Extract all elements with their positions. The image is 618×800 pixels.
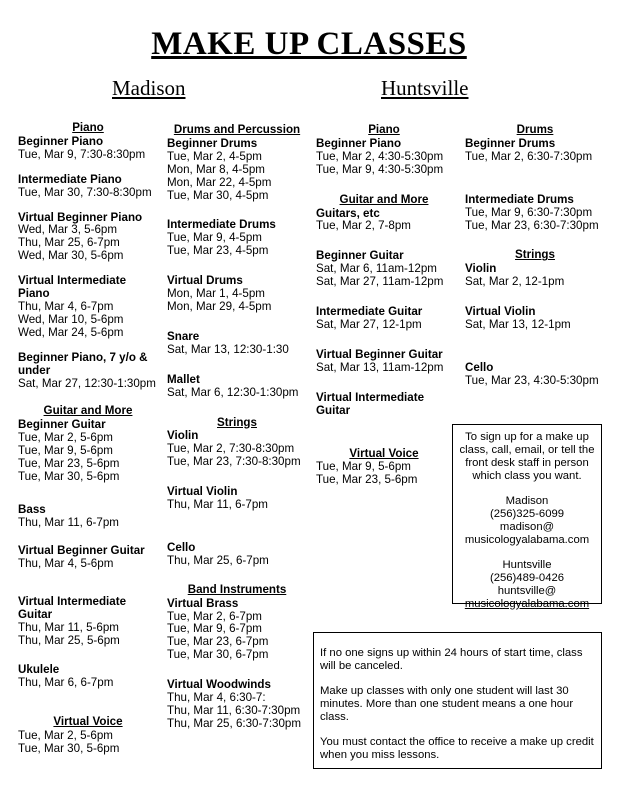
class-name: under [18, 363, 51, 377]
section-heading-band-instruments: Band Instruments [187, 582, 287, 596]
class-time: Thu, Mar 11, 6:30-7:30pm [167, 704, 301, 717]
class-time: Tue, Mar 9, 4-5pm [167, 231, 262, 245]
class-time: Mon, Mar 8, 4-5pm [167, 162, 265, 176]
class-time: Thu, Mar 11, 6-7pm [167, 498, 268, 512]
class-time: Tue, Mar 30, 4-5pm [167, 188, 269, 202]
class-virtual-intermediate-guitar [18, 596, 158, 648]
class-name: Virtual Violin [465, 305, 536, 319]
madison-heading: Madison [112, 76, 186, 100]
class-time: Mon, Mar 1, 4-5pm [167, 287, 265, 301]
class-time: Tue, Mar 23, 4-5pm [167, 244, 269, 258]
class-time: Tue, Mar 30, 6-7pm [167, 648, 269, 662]
class-virtual-drums [167, 275, 307, 314]
class-time: Mon, Mar 22, 4-5pm [167, 175, 272, 189]
class-time: Wed, Mar 10, 5-6pm [18, 312, 124, 326]
class-time: Tue, Mar 23, 5-6pm [18, 457, 120, 471]
class-time: Thu, Mar 11, 6-7pm [18, 515, 119, 529]
class-name: Beginner Piano [316, 136, 402, 150]
class-name: Cello [167, 540, 196, 554]
class-name: Intermediate Drums [465, 192, 574, 206]
class-name: Guitar [316, 403, 351, 417]
class-time: Tue, Mar 9, 7:30-8:30pm [18, 147, 146, 161]
class-time: Tue, Mar 2, 4:30-5:30pm [316, 149, 444, 163]
class-virtual-intermediate-piano [18, 275, 158, 340]
class-time: Tue, Mar 9, 5-6pm [316, 460, 411, 474]
class-time: Mon, Mar 29, 4-5pm [167, 299, 272, 313]
notice-duration-policy: Make up classes with only one student will last 30 minutes. More than one student means a one hour class. [320, 685, 574, 723]
class-name: Beginner Drums [465, 136, 556, 150]
class-name: Beginner Guitar [316, 249, 404, 263]
class-time: Tue, Mar 23, 6-7pm [167, 635, 269, 649]
class-name: Intermediate Guitar [316, 305, 423, 319]
class-virtual-beginner-guitar [18, 545, 158, 571]
class-violin [167, 430, 307, 469]
section-heading-drums: Drums [516, 123, 554, 136]
class-time: Tue, Mar 9, 6-7pm [167, 622, 262, 636]
class-time: Sat, Mar 2, 12-1pm [465, 275, 565, 289]
class-name: Virtual Beginner Guitar [18, 543, 145, 557]
class-cello [167, 542, 307, 568]
madison-column-1 [18, 122, 158, 756]
class-virtual-beginner-piano [18, 212, 158, 264]
contact-huntsville-email[interactable]: huntsville@ [497, 585, 557, 597]
class-time: Thu, Mar 6, 6-7pm [18, 676, 114, 689]
class-time: Tue, Mar 2, 6-7pm [167, 609, 262, 623]
class-name: Beginner Piano [18, 134, 104, 148]
class-name: Violin [465, 262, 497, 276]
class-beginner-guitar [316, 250, 452, 289]
contact-huntsville-email-link[interactable]: musicologyalabama.com [464, 598, 590, 610]
section-heading-piano: Piano [368, 123, 400, 136]
class-beginner-drums [167, 138, 307, 203]
class-time: Tue, Mar 2, 4-5pm [167, 149, 262, 163]
section-heading-virtual-voice: Virtual Voice [53, 714, 123, 728]
class-time: Sat, Mar 27, 12-1pm [316, 317, 422, 331]
class-time: Sat, Mar 13, 12-1pm [465, 318, 571, 332]
class-time: Tue, Mar 9, 6:30-7:30pm [465, 205, 593, 219]
class-time: Tue, Mar 9, 5-6pm [18, 444, 113, 458]
class-time: Thu, Mar 25, 5-6pm [18, 634, 120, 648]
class-time: Wed, Mar 3, 5-6pm [18, 223, 118, 237]
class-name: Virtual Drums [167, 274, 243, 288]
class-time: Tue, Mar 30, 5-6pm [18, 741, 120, 755]
contact-madison-phone: (256)325-6099 [489, 508, 565, 520]
class-beginner-piano [18, 136, 158, 162]
class-name: Virtual Woodwinds [167, 678, 271, 692]
section-heading-piano: Piano [72, 121, 104, 134]
class-time: Thu, Mar 25, 6-7pm [167, 553, 269, 567]
class-name: Virtual Violin [167, 485, 238, 499]
class-name: Intermediate Piano [18, 172, 122, 186]
class-time: Sat, Mar 13, 11am-12pm [316, 360, 444, 374]
class-name: Bass [18, 502, 46, 516]
huntsville-column-1 [316, 124, 452, 487]
class-beginner-drums [465, 138, 605, 164]
class-time: Thu, Mar 25, 6:30-7:30pm [167, 716, 302, 730]
huntsville-column-2 [465, 124, 605, 400]
class-name: Guitar [18, 608, 53, 622]
class-name: Virtual Beginner Guitar [316, 347, 443, 361]
section-heading-drums-percussion: Drums and Percussion [173, 123, 301, 136]
signup-contact-box [452, 424, 602, 610]
class-time: Tue, Mar 23, 7:30-8:30pm [167, 455, 301, 469]
class-time: Sat, Mar 6, 11am-12pm [316, 262, 437, 276]
class-time: Tue, Mar 2, 7-8pm [316, 219, 411, 233]
contact-madison-email-domain[interactable]: musicologyalabama.com [464, 534, 590, 546]
contact-madison-email[interactable]: madison@ [499, 521, 555, 533]
class-time: Sat, Mar 13, 12:30-1:30 [167, 342, 289, 356]
class-name: Piano [18, 287, 50, 301]
huntsville-heading: Huntsville [381, 76, 469, 100]
contact-huntsville-phone: (256)489-0426 [489, 572, 565, 584]
section-heading-strings: Strings [217, 415, 257, 429]
class-virtual-violin [167, 486, 307, 512]
class-time: Thu, Mar 11, 5-6pm [18, 621, 119, 635]
class-name: Virtual Intermediate [18, 595, 127, 609]
class-intermediate-piano [18, 174, 158, 200]
class-time: Tue, Mar 23, 4:30-5:30pm [465, 373, 599, 387]
notice-cancel-policy: If no one signs up within 24 hours of start time, class will be canceled. [320, 647, 583, 672]
signup-text: To sign up for a make up [465, 431, 589, 443]
class-virtual-intermediate-guitar [316, 392, 452, 418]
class-time: Thu, Mar 25, 6-7pm [18, 236, 120, 250]
class-time: Tue, Mar 2, 5-6pm [18, 431, 113, 445]
class-virtual-brass [167, 598, 307, 663]
signup-text: front desk staff in person [465, 457, 589, 469]
section-heading-guitar: Guitar and More [339, 192, 429, 206]
class-time: Thu, Mar 4, 6-7pm [18, 299, 114, 313]
notice-credit-policy: You must contact the office to receive a make up credit when you miss lessons. [320, 736, 594, 761]
class-virtual-woodwinds [167, 679, 307, 731]
class-time: Tue, Mar 9, 4:30-5:30pm [316, 162, 444, 176]
contact-madison-name: Madison [505, 495, 549, 507]
class-name: Snare [167, 329, 200, 343]
section-heading-virtual-voice: Virtual Voice [349, 446, 419, 460]
class-beginner-piano [316, 138, 452, 177]
class-virtual-violin [465, 306, 605, 332]
class-time: Wed, Mar 24, 5-6pm [18, 325, 124, 339]
class-name: Guitars, etc [316, 206, 380, 220]
class-time: Sat, Mar 27, 11am-12pm [316, 275, 444, 289]
class-name: Intermediate Drums [167, 218, 276, 232]
class-time: Tue, Mar 30, 5-6pm [18, 469, 120, 483]
class-snare [167, 331, 307, 357]
page-title: MAKE UP CLASSES [151, 26, 467, 62]
class-intermediate-drums [465, 194, 605, 233]
class-violin [465, 263, 605, 289]
class-name: Virtual Brass [167, 596, 239, 610]
class-name: Virtual Beginner Piano [18, 210, 143, 224]
policy-notice-box [313, 632, 602, 769]
class-name: Beginner Guitar [18, 418, 106, 432]
class-name: Violin [167, 429, 199, 443]
class-ukulele [18, 664, 158, 690]
class-bass [18, 504, 158, 530]
class-time: Tue, Mar 2, 6:30-7:30pm [465, 149, 593, 163]
contact-huntsville-name: Huntsville [502, 559, 552, 571]
section-heading-guitar: Guitar and More [43, 404, 133, 418]
class-name: Beginner Piano, 7 y/o & [18, 350, 148, 364]
class-time: Thu, Mar 4, 6:30-7: [167, 691, 266, 705]
class-beginner-piano-7-under [18, 352, 158, 391]
class-time: Thu, Mar 4, 5-6pm [18, 556, 114, 570]
class-virtual-beginner-guitar [316, 349, 452, 375]
class-name: Mallet [167, 372, 200, 386]
class-time: Tue, Mar 2, 7:30-8:30pm [167, 442, 295, 456]
class-intermediate-guitar [316, 306, 452, 332]
class-time: Tue, Mar 30, 7:30-8:30pm [18, 185, 152, 199]
signup-text: which class you want. [472, 470, 582, 482]
class-time: Wed, Mar 30, 5-6pm [18, 249, 124, 263]
section-heading-strings: Strings [515, 248, 555, 262]
class-name: Ukulele [18, 663, 60, 677]
class-name: Virtual Intermediate [316, 390, 425, 404]
class-time: Tue, Mar 2, 5-6pm [18, 728, 113, 742]
class-guitars-etc [316, 208, 452, 234]
class-time: Sat, Mar 6, 12:30-1:30pm [167, 385, 299, 399]
class-name: Virtual Intermediate [18, 274, 127, 288]
class-name: Beginner Drums [167, 136, 258, 150]
class-cello [465, 362, 605, 388]
class-beginner-guitar [18, 419, 158, 484]
class-name: Cello [465, 360, 494, 374]
class-mallet [167, 374, 307, 400]
madison-column-2 [167, 124, 307, 743]
class-time: Tue, Mar 23, 6:30-7:30pm [465, 218, 599, 232]
class-time: Tue, Mar 23, 5-6pm [316, 473, 418, 487]
class-time: Sat, Mar 27, 12:30-1:30pm [18, 376, 156, 390]
class-intermediate-drums [167, 219, 307, 258]
signup-text: class, call, email, or tell the [459, 444, 595, 456]
